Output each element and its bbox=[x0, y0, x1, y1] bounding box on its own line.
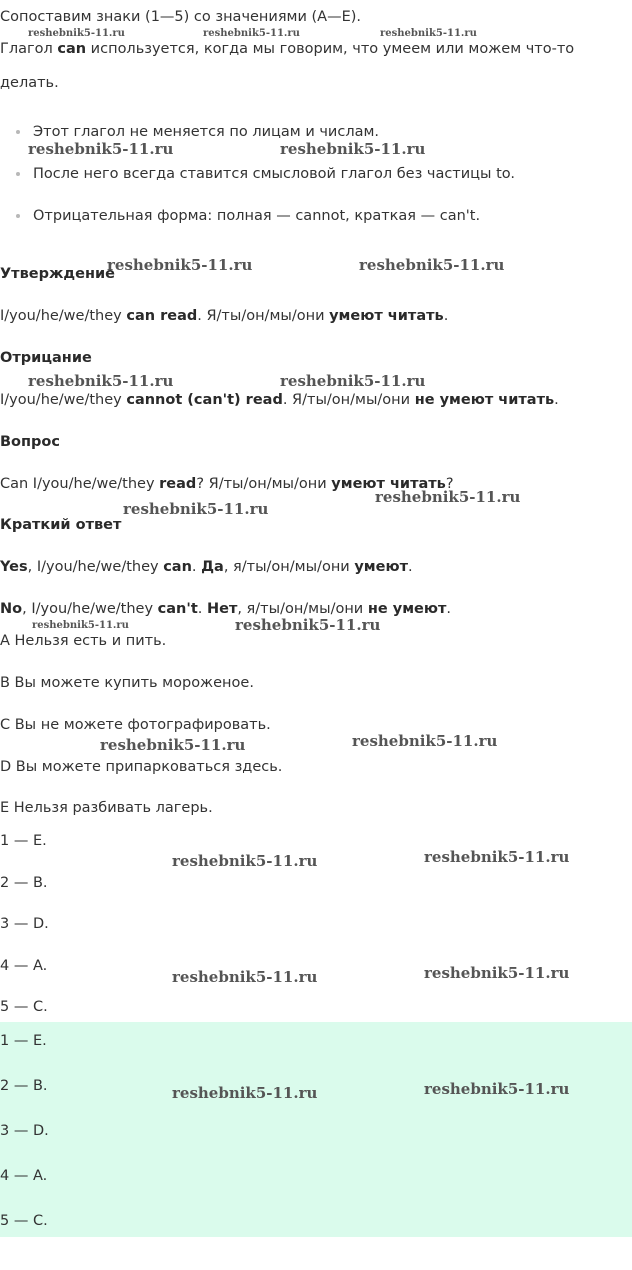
watermark: reshebnik5-11.ru bbox=[424, 964, 570, 982]
answer-1: 1 — E. bbox=[0, 1033, 47, 1049]
watermark: reshebnik5-11.ru bbox=[359, 256, 505, 274]
answer-5: 5 — C. bbox=[0, 1213, 48, 1229]
meaning-c: C Вы не можете фотографировать. bbox=[0, 717, 271, 733]
match-3: 3 — D. bbox=[0, 916, 49, 932]
watermark: reshebnik5-11.ru bbox=[172, 852, 318, 870]
meaning-b: B Вы можете купить мороженое. bbox=[0, 675, 254, 691]
meaning-d: D Вы можете припарковаться здесь. bbox=[0, 759, 283, 775]
watermark: reshebnik5-11.ru bbox=[107, 256, 253, 274]
watermark: reshebnik5-11.ru bbox=[280, 372, 426, 390]
watermark: reshebnik5-11.ru bbox=[32, 620, 129, 631]
intro-line-2: делать. bbox=[0, 75, 59, 91]
task-title: Сопоставим знаки (1—5) со значениями (A—E). bbox=[0, 9, 362, 25]
watermark: reshebnik5-11.ru bbox=[235, 616, 381, 634]
meaning-e: E Нельзя разбивать лагерь. bbox=[0, 800, 213, 816]
answer-box bbox=[0, 1022, 632, 1237]
watermark: reshebnik5-11.ru bbox=[28, 140, 174, 158]
bullet-icon bbox=[16, 130, 20, 134]
watermark: reshebnik5-11.ru bbox=[123, 500, 269, 518]
watermark: reshebnik5-11.ru bbox=[352, 732, 498, 750]
watermark: reshebnik5-11.ru bbox=[28, 372, 174, 390]
short-answer-heading: Краткий ответ bbox=[0, 517, 122, 533]
meaning-a: A Нельзя есть и пить. bbox=[0, 633, 167, 649]
answer-3: 3 — D. bbox=[0, 1123, 49, 1139]
watermark: reshebnik5-11.ru bbox=[172, 968, 318, 986]
bullet-icon bbox=[16, 172, 20, 176]
affirmative-example: I/you/he/we/they can read. Я/ты/он/мы/они умеют читать. bbox=[0, 308, 449, 324]
list-item: Этот глагол не меняется по лицам и числам. bbox=[19, 123, 379, 141]
question-heading: Вопрос bbox=[0, 434, 60, 450]
negative-example: I/you/he/we/they cannot (can't) read. Я/ты/он/мы/они не умеют читать. bbox=[0, 392, 559, 408]
watermark: reshebnik5-11.ru bbox=[424, 848, 570, 866]
bullet-icon bbox=[16, 214, 20, 218]
watermark: reshebnik5-11.ru bbox=[280, 140, 426, 158]
intro-line-1: Глагол can используется, когда мы говорим, что умеем или можем что-то bbox=[0, 41, 575, 57]
watermark: reshebnik5-11.ru bbox=[172, 1084, 318, 1102]
answer-2: 2 — B. bbox=[0, 1078, 48, 1094]
affirmative-heading: Утверждение bbox=[0, 266, 115, 282]
negative-heading: Отрицание bbox=[0, 350, 92, 366]
watermark: reshebnik5-11.ru bbox=[380, 28, 477, 39]
list-item: После него всегда ставится смысловой глагол без частицы to. bbox=[19, 165, 515, 183]
watermark: reshebnik5-11.ru bbox=[28, 28, 125, 39]
watermark: reshebnik5-11.ru bbox=[100, 736, 246, 754]
list-item: Отрицательная форма: полная — cannot, краткая — can't. bbox=[19, 207, 480, 225]
short-answer-yes: Yes, I/you/he/we/they can. Да, я/ты/он/мы/они умеют. bbox=[0, 559, 413, 575]
match-4: 4 — A. bbox=[0, 958, 48, 974]
match-1: 1 — E. bbox=[0, 833, 47, 849]
answer-4: 4 — A. bbox=[0, 1168, 48, 1184]
short-answer-no: No, I/you/he/we/they can't. Нет, я/ты/он/мы/они не умеют. bbox=[0, 601, 451, 617]
watermark: reshebnik5-11.ru bbox=[424, 1080, 570, 1098]
watermark: reshebnik5-11.ru bbox=[375, 488, 521, 506]
match-5: 5 — C. bbox=[0, 999, 48, 1015]
match-2: 2 — B. bbox=[0, 875, 48, 891]
watermark: reshebnik5-11.ru bbox=[203, 28, 300, 39]
question-example: Can I/you/he/we/they read? Я/ты/он/мы/они умеют читать? bbox=[0, 476, 454, 492]
